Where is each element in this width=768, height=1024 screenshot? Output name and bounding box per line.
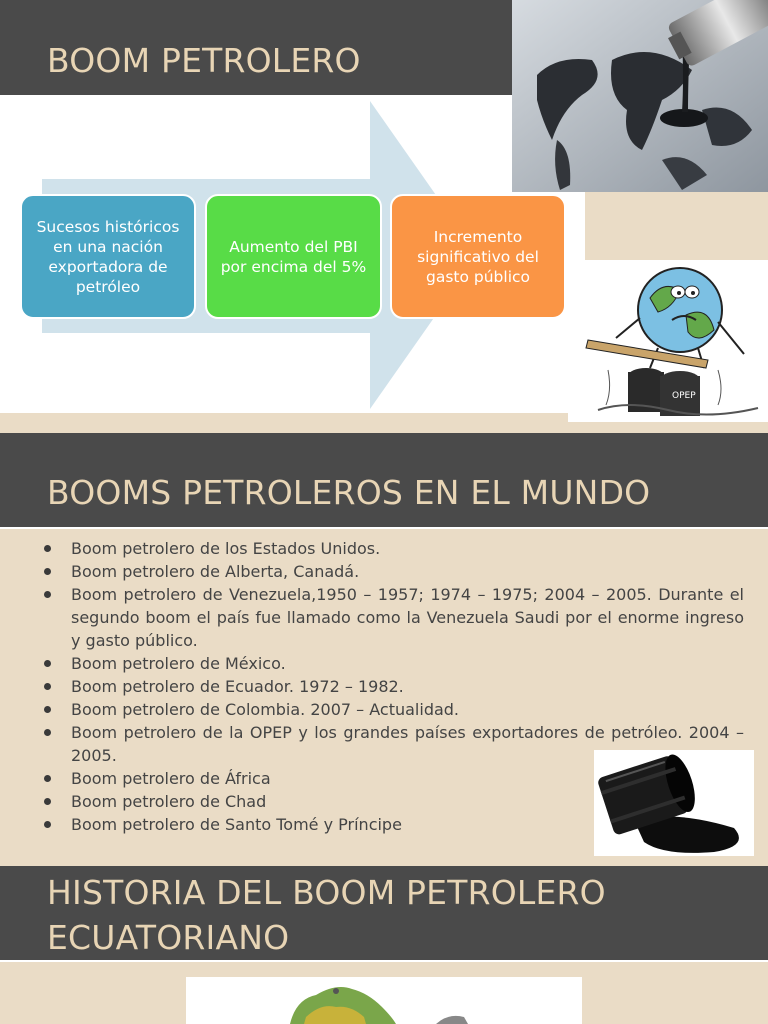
list-item: Boom petrolero de la OPEP y los grandes países exportadores de petróleo. 2004 – 2005. <box>0 721 768 767</box>
process-step-label: Sucesos históricos en una nación exportadora de petróleo <box>36 217 180 296</box>
ecuador-map-image <box>186 977 582 1024</box>
slide2-title-rule <box>0 527 768 529</box>
process-step-public-spending <box>390 194 566 319</box>
spilled-oil-barrel-image <box>594 750 754 856</box>
cartoon-barrel-label: OPEP <box>672 391 696 401</box>
opep-cartoon-image <box>568 260 768 422</box>
slide1-title: BOOM PETROLERO <box>47 41 361 80</box>
oil-pouring-world-map-image <box>512 0 768 192</box>
slide3-title-line2: ECUATORIANO <box>47 918 290 957</box>
process-step-gdp-increase <box>205 194 382 319</box>
slide2-title: BOOMS PETROLEROS EN EL MUNDO <box>47 473 651 512</box>
list-item: Boom petrolero de Venezuela,1950 – 1957; 1974 – 1975; 2004 – 2005. Durante el segundo boom el país fue llamado como la Venezuela Saudi por el enorme ingreso y gasto público. <box>0 583 768 652</box>
list-item: Boom petrolero de Chad <box>0 790 768 813</box>
process-step-label: Incremento significativo del gasto público <box>417 227 539 286</box>
slide3-title-line1: HISTORIA DEL BOOM PETROLERO <box>47 873 606 912</box>
list-item: Boom petrolero de los Estados Unidos. <box>0 537 768 560</box>
process-step-label: Aumento del PBI por encima del 5% <box>220 237 367 276</box>
list-item: Boom petrolero de Santo Tomé y Príncipe <box>0 813 768 836</box>
list-item: Boom petrolero de Colombia. 2007 – Actualidad. <box>0 698 768 721</box>
list-item: Boom petrolero de Ecuador. 1972 – 1982. <box>0 675 768 698</box>
list-item: Boom petrolero de México. <box>0 652 768 675</box>
list-item: Boom petrolero de Alberta, Canadá. <box>0 560 768 583</box>
process-step-historical-events <box>20 194 196 319</box>
list-item: Boom petrolero de África <box>0 767 768 790</box>
